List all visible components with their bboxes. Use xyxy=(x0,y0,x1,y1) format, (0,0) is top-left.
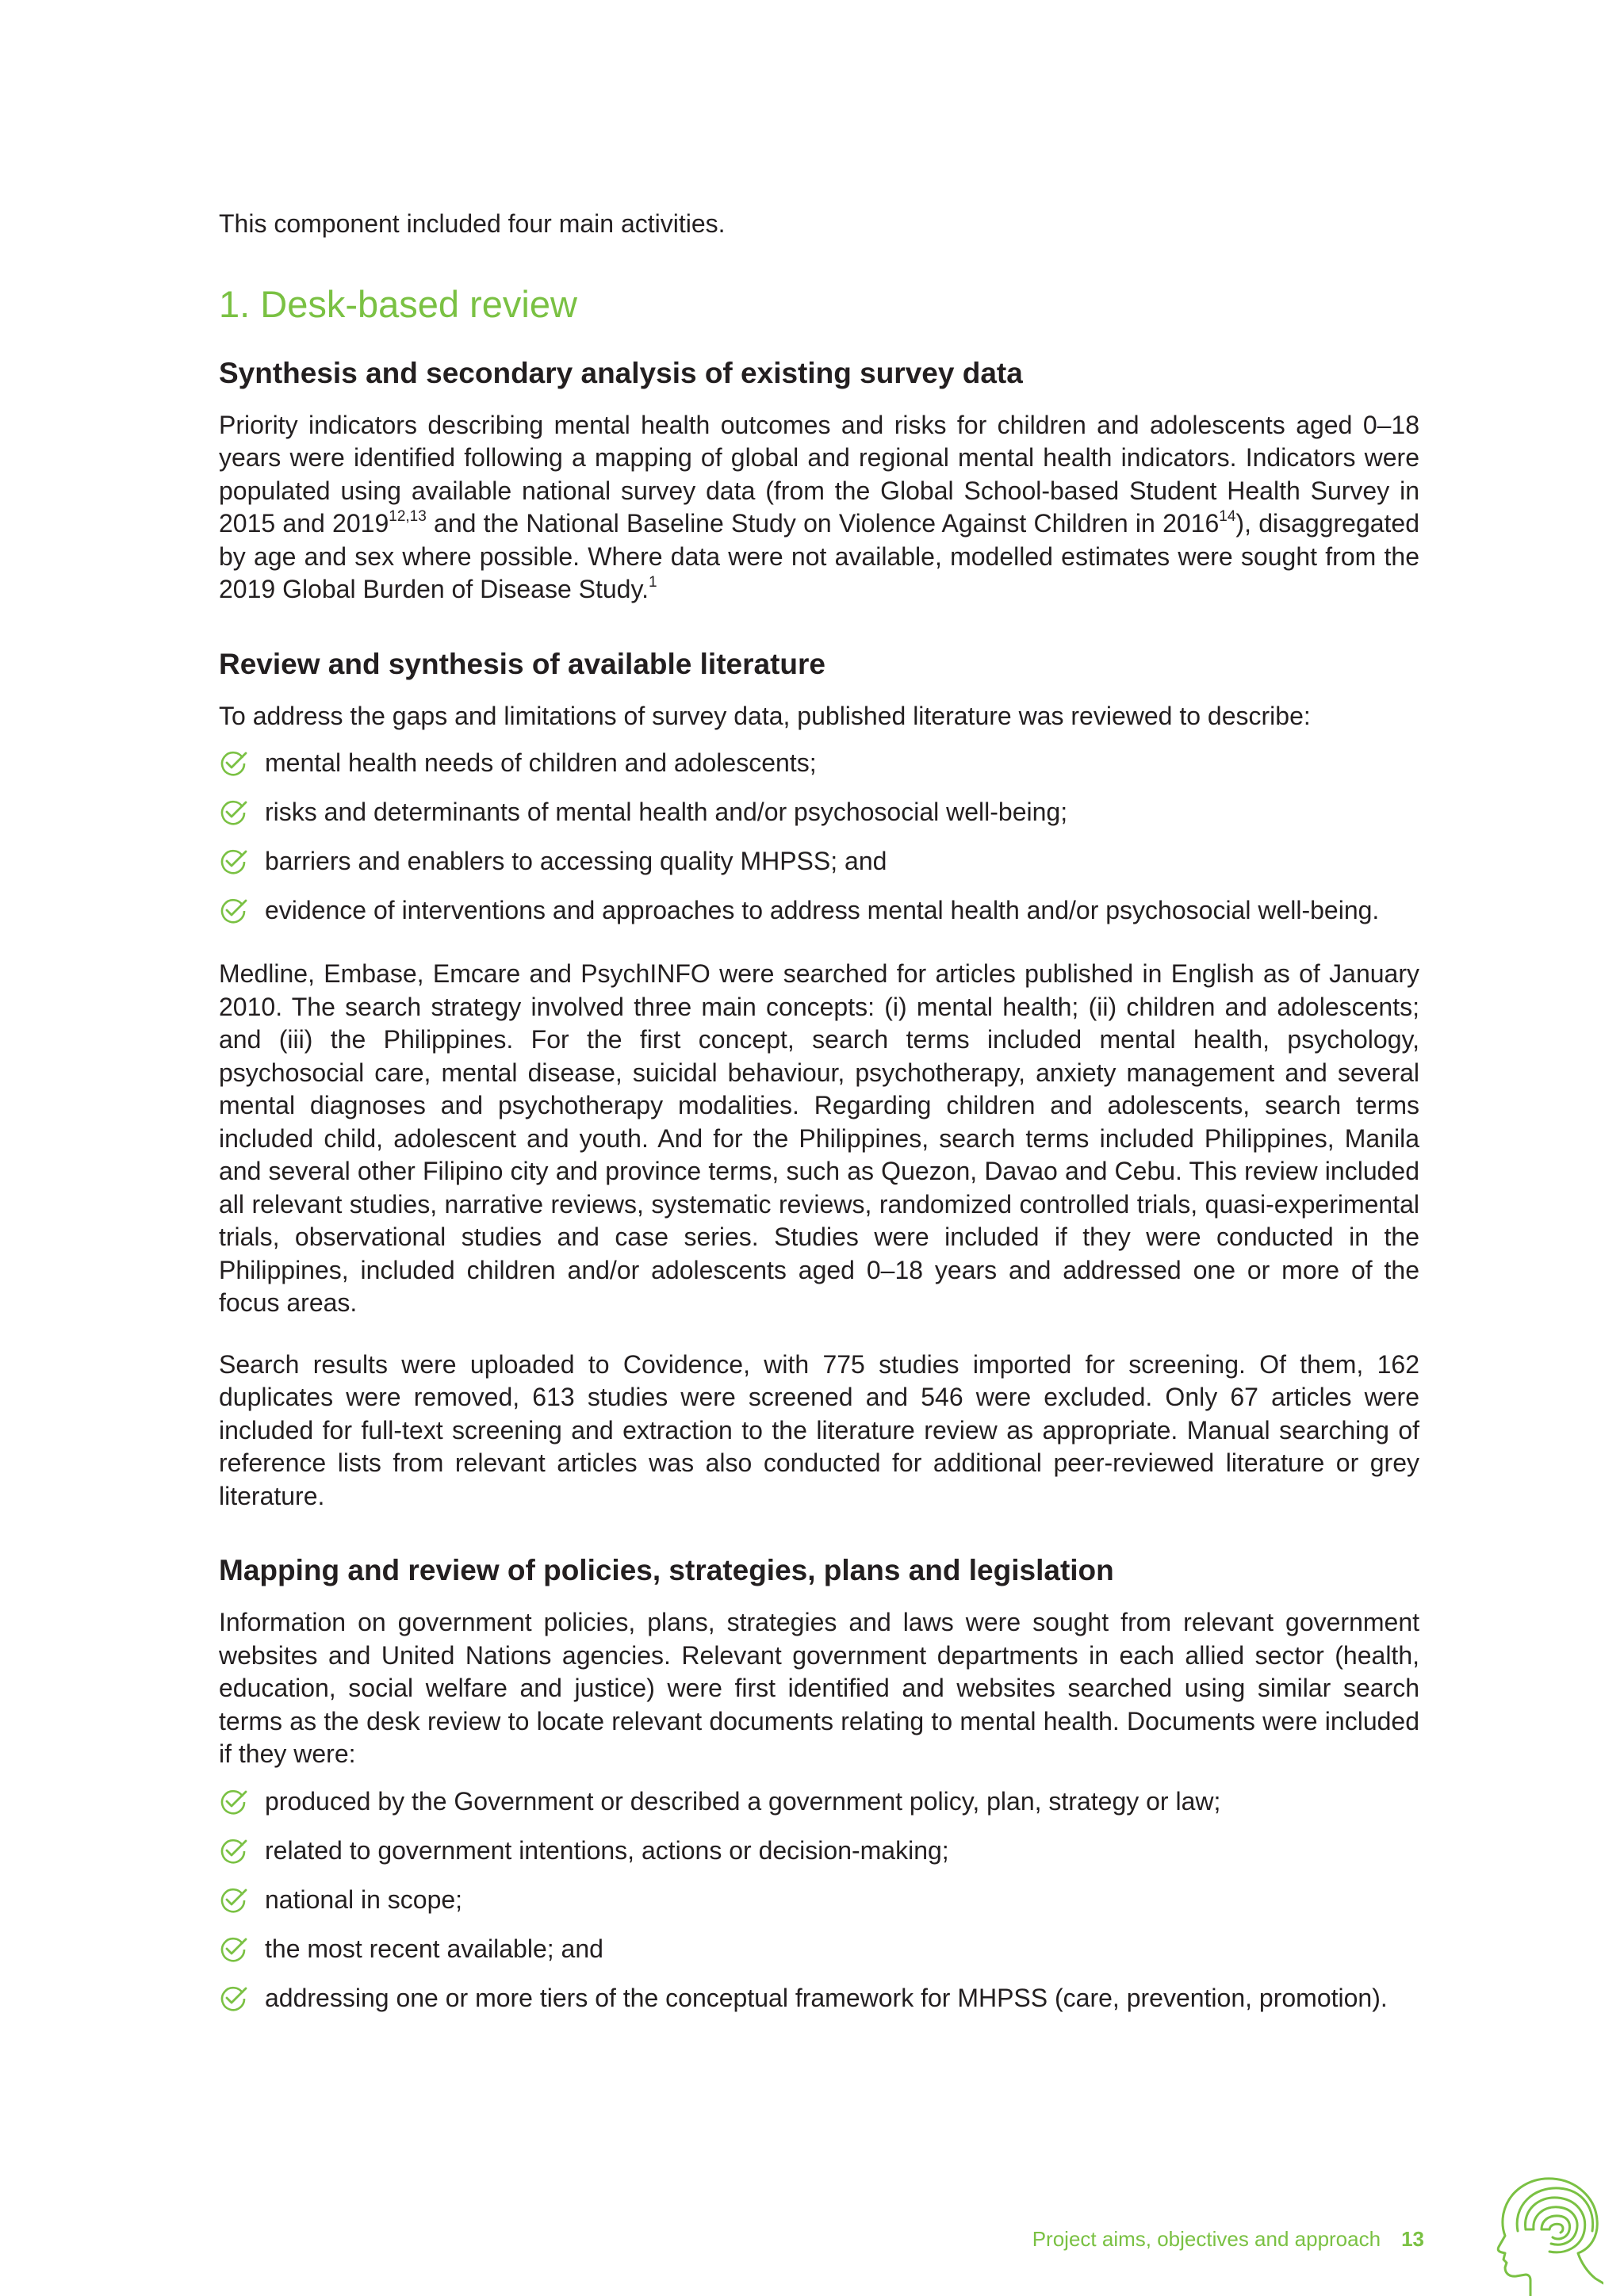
citation-12-13: 12,13 xyxy=(389,508,427,526)
list-item xyxy=(219,1982,1419,2015)
list-item-text: mental health needs of children and adolescents; xyxy=(265,748,817,777)
survey-text-b: and the National Baseline Study on Violence Against Children in 2016 xyxy=(426,509,1220,538)
list-item-text: barriers and enablers to accessing quality MHPSS; and xyxy=(265,847,887,875)
list-item xyxy=(219,1884,1419,1916)
page-number: 13 xyxy=(1401,2227,1424,2251)
list-item xyxy=(219,796,1419,828)
literature-results-paragraph: Search results were uploaded to Covidence, with 775 studies imported for screening. Of them, 162 duplicates were removed, 613 studies were screened and 546 were excluded. Only 67 articles were included for full-text screening and extraction to the literature review as appropriate. Manual searching of reference lists from relevant articles was also conducted for additional peer-reviewed literature or grey literature. xyxy=(219,1349,1419,1510)
list-item xyxy=(219,1933,1419,1965)
survey-text-c: ), disaggregated by age and sex where possible. Where data were not available, modelled estimates were sought from the 2019 Global Burden of Disease Study. xyxy=(219,509,1420,603)
check-circle-icon xyxy=(219,1837,247,1866)
list-item xyxy=(219,747,1419,779)
page-content xyxy=(219,208,1419,2031)
list-item xyxy=(219,845,1419,878)
list-item-text: evidence of interventions and approaches to address mental health and/or psychosocial well-being. xyxy=(265,896,1380,924)
survey-text-a: Priority indicators describing mental health outcomes and risks for children and adolescents aged 0–18 years were identified following a mapping of global and regional mental health indicators. Indicators were populated using available national survey data (from the Global School-based Student Health Survey in 2015 and 2019 xyxy=(219,410,1419,538)
survey-data-paragraph xyxy=(219,409,1419,607)
page-footer xyxy=(1032,2226,1424,2252)
subheading-survey-data: Synthesis and secondary analysis of existing survey data xyxy=(219,356,1023,389)
list-item-text: the most recent available; and xyxy=(265,1934,603,1963)
check-circle-icon xyxy=(219,798,247,827)
citation-14: 14 xyxy=(1219,508,1236,526)
check-circle-icon xyxy=(219,897,247,925)
list-item-text: risks and determinants of mental health and/or psychosocial well-being; xyxy=(265,798,1068,826)
check-circle-icon xyxy=(219,749,247,778)
check-circle-icon xyxy=(219,1886,247,1915)
literature-intro: To address the gaps and limitations of survey data, published literature was reviewed to describe: xyxy=(219,701,1311,730)
check-circle-icon xyxy=(219,1788,247,1816)
list-item-text: national in scope; xyxy=(265,1885,463,1914)
citation-1: 1 xyxy=(648,574,657,591)
literature-checklist xyxy=(219,747,1419,927)
list-item xyxy=(219,894,1419,927)
subheading-literature: Review and synthesis of available literature xyxy=(219,647,825,680)
list-item xyxy=(219,1835,1419,1867)
footer-section-title: Project aims, objectives and approach xyxy=(1032,2227,1381,2251)
head-maze-icon xyxy=(1477,2174,1603,2296)
list-item-text: addressing one or more tiers of the conceptual framework for MHPSS (care, prevention, promotion). xyxy=(265,1983,1388,2012)
subheading-policies: Mapping and review of policies, strategies, plans and legislation xyxy=(219,1554,1114,1586)
section-title: 1. Desk-based review xyxy=(219,282,577,325)
list-item-text: produced by the Government or described a government policy, plan, strategy or law; xyxy=(265,1786,1221,1816)
intro-text: This component included four main activities. xyxy=(219,209,726,238)
check-circle-icon xyxy=(219,848,247,876)
list-item-text: related to government intentions, actions or decision-making; xyxy=(265,1835,949,1865)
literature-search-paragraph: Medline, Embase, Emcare and PsychINFO were searched for articles published in English as of January 2010. The search strategy involved three main concepts: (i) mental health; (ii) children and adolescents; and (iii) the Philippines. For the first concept, search terms included mental health, psychology, psychosocial care, mental disease, suicidal behaviour, psychotherapy, anxiety management and several mental diagnoses and psychotherapy modalities. Regarding children and adolescents, search terms included child, adolescent and youth. And for the Philippines, search terms included Philippines, Manila and several other Filipino city and province terms, such as Quezon, Davao and Cebu. This review included all relevant studies, narrative reviews, systematic reviews, randomized controlled trials, quasi-experimental trials, observational studies and case series. Studies were included if they were conducted in the Philippines, included children and/or adolescents aged 0–18 years and addressed one or more of the focus areas. xyxy=(219,959,1419,1317)
check-circle-icon xyxy=(219,1935,247,1964)
check-circle-icon xyxy=(219,1984,247,2013)
policies-intro: Information on government policies, plans, strategies and laws were sought from relevant government websites and United Nations agencies. Relevant government departments in each allied sector (health, education, social welfare and justice) were first identified and websites searched using similar search terms as the desk review to locate relevant documents relating to mental health. Documents were included if they were: xyxy=(219,1608,1419,1768)
list-item xyxy=(219,1785,1419,1818)
policies-checklist xyxy=(219,1785,1419,2015)
